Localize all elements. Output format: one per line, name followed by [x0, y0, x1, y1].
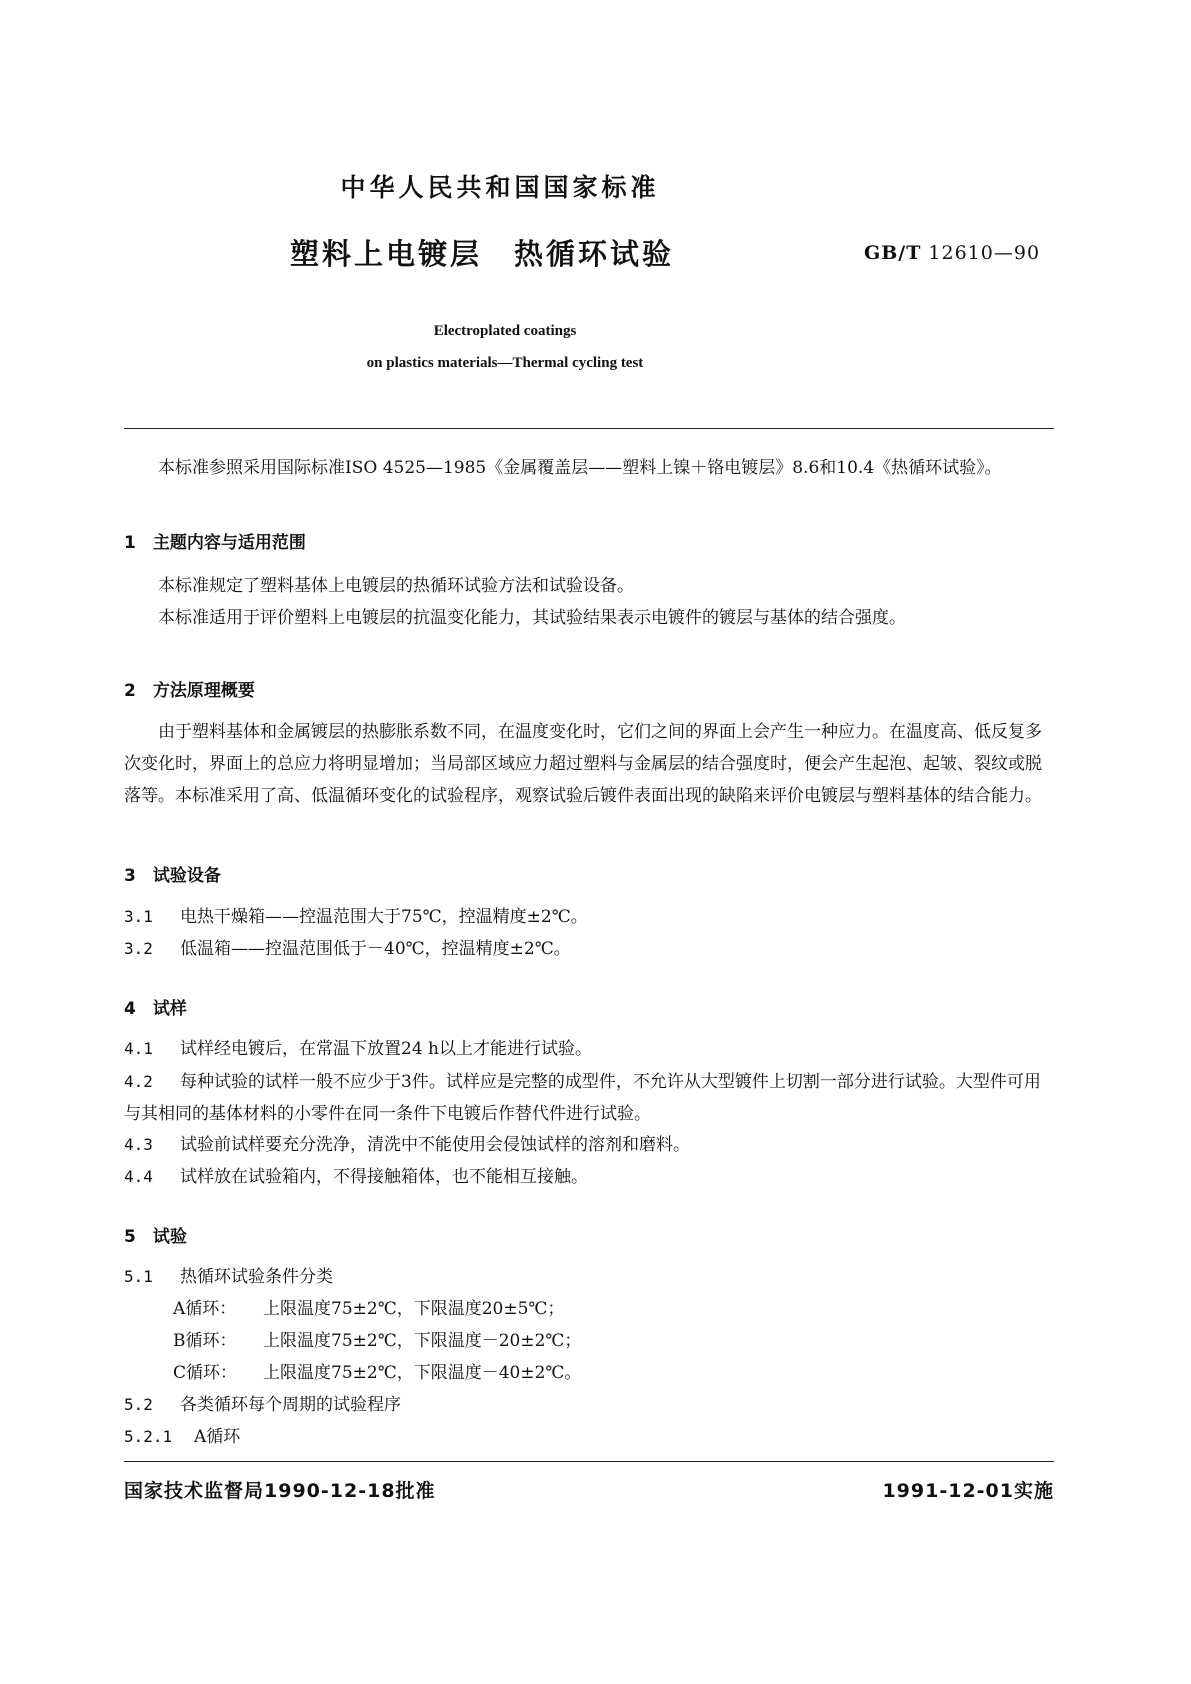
standard-code: [864, 242, 1040, 264]
section-heading-2: 2 方法原理概要: [124, 681, 255, 701]
clause-number: 3.1: [124, 907, 153, 926]
header-divider: [124, 428, 1054, 429]
clause-4-4: [124, 1162, 588, 1187]
standard-title-en-line1: Electroplated coatings: [433, 323, 577, 339]
approval-date: 国家技术监督局1990-12-18批准: [124, 1480, 436, 1502]
national-standard-heading: 中华人民共和国国家标准: [340, 173, 660, 202]
clause-number: 5.2: [124, 1395, 153, 1414]
clause-number: 4.3: [124, 1135, 153, 1154]
clause-5-2: [124, 1390, 401, 1415]
section-heading-1: 1 主题内容与适用范围: [124, 533, 306, 553]
clause-number: 5.1: [124, 1267, 153, 1286]
section2-paragraph-1: 由于塑料基体和金属镀层的热膨胀系数不同，在温度变化时，它们之间的界面上会产生一种应力。在温度高、低反复多次变化时，界面上的总应力将明显增加；当局部区域应力超过塑料与金属层的结合强度时，便会产生起泡、起皱、裂纹或脱落等。本标准采用了高、低温循环变化的试验程序，观察试验后镀件表面出现的缺陷来评价电镀层与塑料基体的结合能力。: [124, 722, 1042, 806]
preface-paragraph: 本标准参照采用国际标准ISO 4525—1985《金属覆盖层——塑料上镍＋铬电镀层》8.6和10.4《热循环试验》。: [158, 458, 1002, 478]
section1-paragraph-1: 本标准规定了塑料基体上电镀层的热循环试验方法和试验设备。: [158, 576, 634, 596]
clause-text: 各类循环每个周期的试验程序: [180, 1395, 401, 1415]
clause-4-3: [124, 1130, 690, 1155]
standard-code-number: 12610—90: [928, 242, 1041, 264]
clause-text: A循环: [194, 1427, 241, 1447]
section1-paragraph-2: 本标准适用于评价塑料上电镀层的抗温变化能力，其试验结果表示电镀件的镀层与基体的结合强度。: [158, 608, 906, 628]
clause-number: 4.1: [124, 1039, 153, 1058]
footer-divider: [124, 1461, 1054, 1462]
clause-text: 电热干燥箱——控温范围大于75℃，控温精度±2℃。: [180, 907, 588, 927]
standard-title-cn: 塑料上电镀层 热循环试验: [290, 237, 675, 271]
clause-number: 4.4: [124, 1167, 153, 1186]
section-heading-4: 4 试样: [124, 999, 187, 1019]
cycle-text: 上限温度75±2℃，下限温度－40±2℃。: [263, 1363, 582, 1383]
clause-text: 试样经电镀后，在常温下放置24 h以上才能进行试验。: [180, 1039, 592, 1059]
clause-3-2: [124, 934, 571, 959]
clause-text: 低温箱——控温范围低于－40℃，控温精度±2℃。: [180, 939, 571, 959]
clause-text: 试验前试样要充分洗净，清洗中不能使用会侵蚀试样的溶剂和磨料。: [180, 1135, 690, 1155]
clause-number: 4.2: [124, 1072, 153, 1091]
cycle-b-line: [173, 1326, 581, 1351]
clause-5-1: [124, 1262, 333, 1287]
standard-code-prefix: GB/T: [864, 242, 922, 264]
cycle-label: C循环：: [173, 1363, 238, 1383]
cycle-text: 上限温度75±2℃，下限温度－20±2℃；: [263, 1331, 582, 1351]
cycle-text: 上限温度75±2℃，下限温度20±5℃；: [263, 1299, 565, 1319]
section-heading-5: 5 试验: [124, 1227, 187, 1247]
clause-number: 5.2.1: [124, 1427, 173, 1446]
clause-3-1: [124, 902, 588, 927]
clause-4-1: [124, 1034, 592, 1059]
clause-text: 每种试验的试样一般不应少于3件。试样应是完整的成型件，不允许从大型镀件上切割一部分进行试验。大型件可用与其相同的基体材料的小零件在同一条件下电镀后作替代件进行试验。: [124, 1072, 1041, 1124]
clause-text: 试样放在试验箱内，不得接触箱体，也不能相互接触。: [180, 1167, 588, 1187]
clause-5-2-1: [124, 1422, 240, 1447]
cycle-a-line: [173, 1294, 564, 1319]
section-heading-3: 3 试验设备: [124, 866, 221, 886]
clause-text: 热循环试验条件分类: [180, 1267, 333, 1287]
cycle-label: B循环：: [173, 1331, 237, 1351]
clause-4-2: [124, 1066, 1054, 1130]
cycle-label: A循环：: [173, 1299, 237, 1319]
effective-date: 1991-12-01实施: [882, 1480, 1054, 1502]
standard-title-en-line2: on plastics materials—Thermal cycling test: [366, 355, 644, 371]
cycle-c-line: [173, 1358, 581, 1383]
clause-number: 3.2: [124, 939, 153, 958]
